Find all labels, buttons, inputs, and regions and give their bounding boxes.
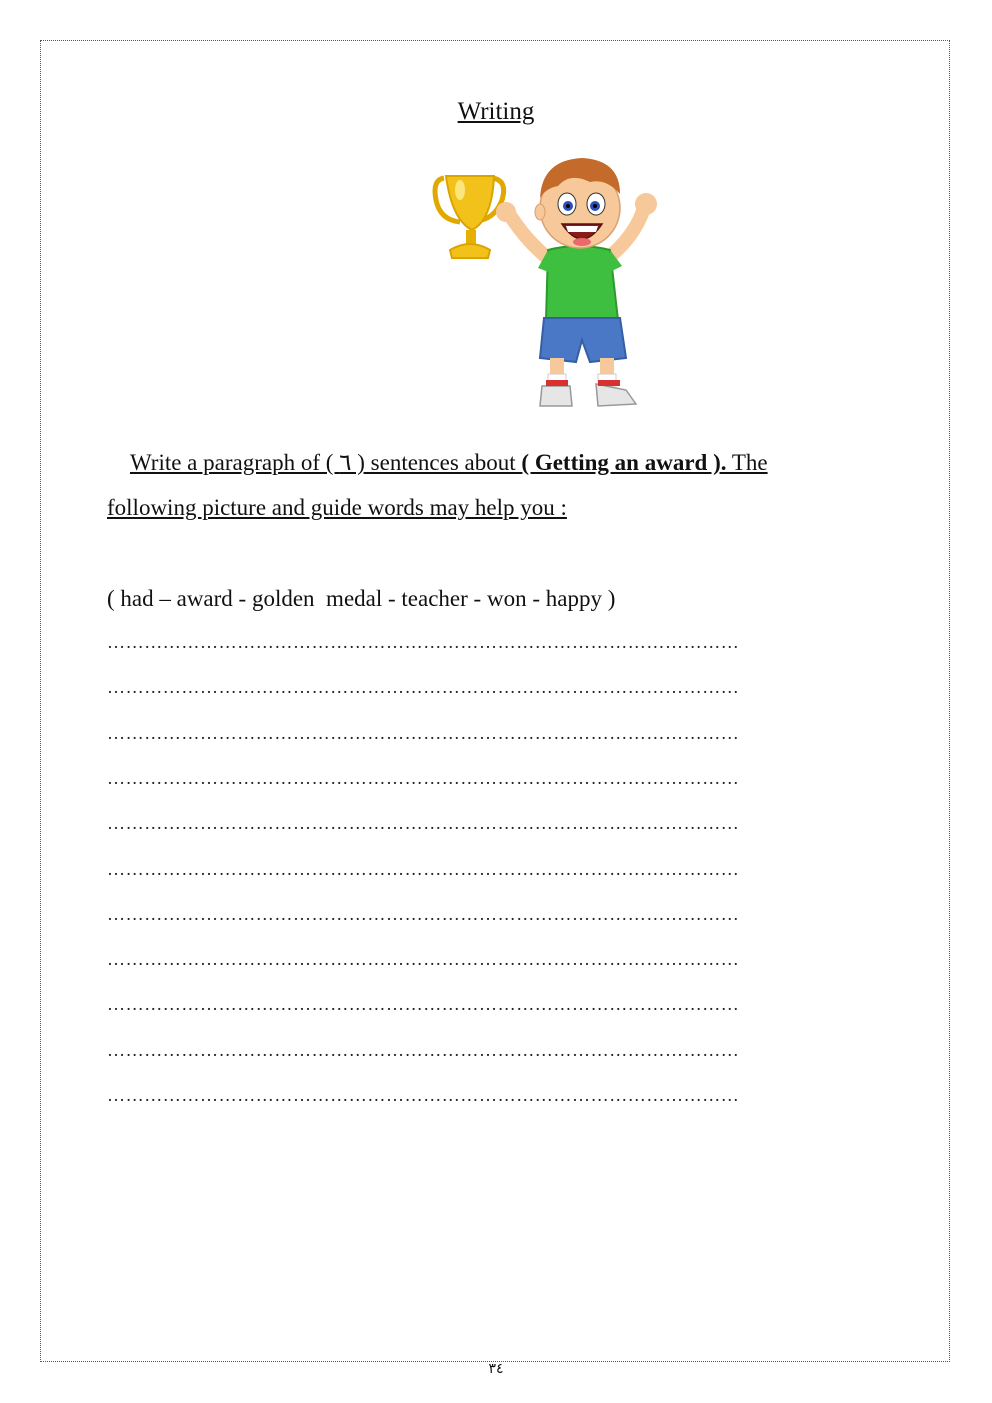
instruction-line-2: following picture and guide words may help you :	[107, 495, 567, 520]
answer-line[interactable]: …………………………………………………………………………………………	[107, 994, 740, 1015]
instruction-text: ) sentences about	[351, 450, 522, 475]
trophy-icon	[435, 176, 504, 258]
guide-words: ( had – award - golden medal - teacher - won - happy )	[107, 586, 616, 611]
instruction-line-1	[107, 450, 867, 476]
answer-line[interactable]: …………………………………………………………………………………………	[107, 722, 740, 743]
answer-line[interactable]: …………………………………………………………………………………………	[107, 813, 740, 834]
sentence-count: ٦	[339, 450, 352, 475]
page-number: ٣٤	[488, 1361, 504, 1377]
page-title: Writing	[457, 98, 535, 125]
answer-line[interactable]: …………………………………………………………………………………………	[107, 949, 740, 970]
answer-line[interactable]: …………………………………………………………………………………………	[107, 677, 740, 698]
writing-topic: ( Getting an award ).	[521, 450, 727, 475]
answer-line[interactable]: …………………………………………………………………………………………	[107, 1085, 740, 1105]
instruction-text: Write a paragraph of (	[130, 450, 340, 475]
answer-line[interactable]: …………………………………………………………………………………………	[107, 903, 740, 924]
answer-line[interactable]: …………………………………………………………………………………………	[107, 767, 740, 788]
boy-with-trophy-illustration	[430, 150, 670, 412]
answer-line[interactable]: …………………………………………………………………………………………	[107, 632, 740, 652]
instruction-text: The	[726, 450, 768, 475]
answer-line[interactable]: …………………………………………………………………………………………	[107, 858, 740, 879]
answer-line[interactable]: …………………………………………………………………………………………	[107, 1039, 740, 1060]
